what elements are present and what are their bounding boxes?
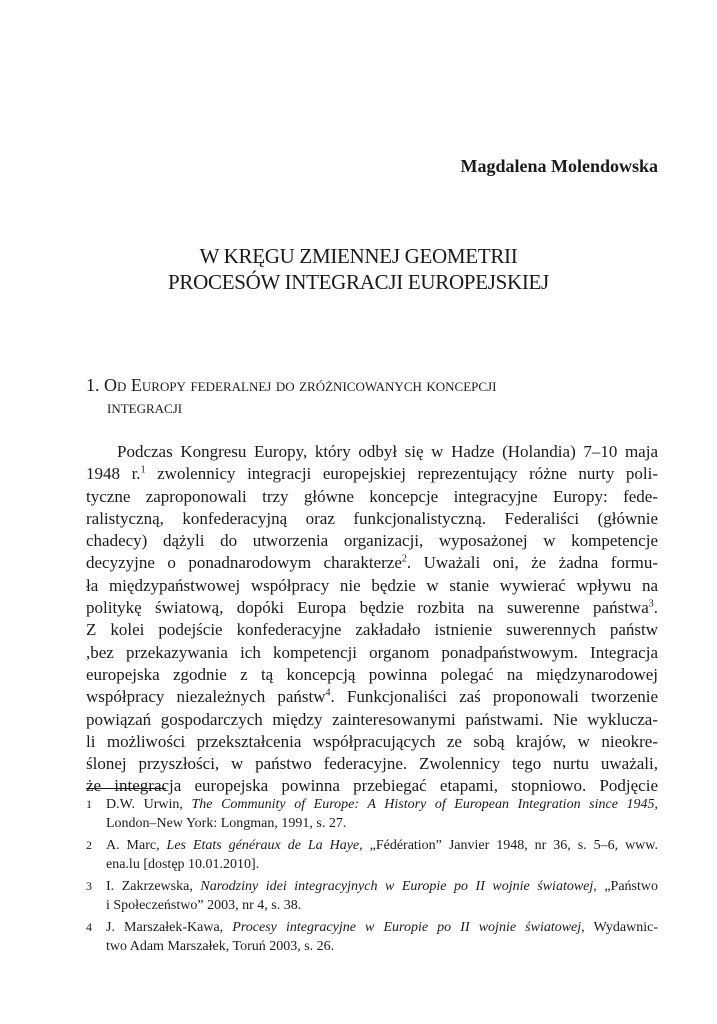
footnote-text: I. Zakrzewska, bbox=[106, 879, 201, 894]
footnote-line: i Społeczeństwo” 2003, nr 4, s. 38. bbox=[106, 898, 302, 913]
footnote-separator bbox=[86, 788, 166, 789]
body-line: że integracja europejska powinna przebiegać etapami, stopniowo. Podjęcie bbox=[86, 776, 658, 796]
footnote bbox=[86, 918, 658, 956]
footnote-number: 3 bbox=[86, 879, 92, 893]
body-line bbox=[86, 552, 658, 574]
footnote-number: 2 bbox=[86, 838, 92, 852]
footnote-italic: Narodziny idei integracyjnych w Europie po II wojnie światowej bbox=[200, 879, 594, 894]
footnote-text: , bbox=[654, 797, 659, 812]
body-line: ślonej przyszłości, w państwo federacyjne. Zwolennicy tego nurtu uważali, bbox=[86, 754, 658, 774]
body-line-part: 1948 r. bbox=[86, 464, 141, 484]
body-line bbox=[86, 463, 658, 485]
footnotes bbox=[86, 795, 658, 959]
body-line: li możliwości przekształcenia współpracujących ze sobą krajów, w nieokre- bbox=[86, 731, 658, 751]
section-heading bbox=[86, 374, 646, 418]
footnote-line bbox=[106, 877, 658, 896]
footnote-text: D.W. Urwin, bbox=[106, 797, 192, 812]
footnote-ref: 4 bbox=[325, 687, 331, 699]
body-line-part: decyzyjne o ponadnarodowym charakterze bbox=[86, 553, 402, 573]
footnote-line: London–New York: Longman, 1991, s. 27. bbox=[106, 816, 347, 831]
section-number: 1. bbox=[86, 375, 100, 395]
section-title-part-2: integracji bbox=[107, 397, 183, 417]
footnote-number: 1 bbox=[86, 797, 92, 811]
article-title-line-1: W KRĘGU ZMIENNEJ GEOMETRII bbox=[199, 244, 518, 268]
footnote-text: A. Marc, bbox=[106, 838, 167, 853]
article-title-line-2: PROCESÓW INTEGRACJI EUROPEJSKIEJ bbox=[168, 270, 549, 294]
footnote-text: , Wydawnic- bbox=[581, 920, 658, 935]
body-line-part: . Funkcjonaliści zaś proponowali tworzenie bbox=[330, 687, 658, 707]
footnote-italic: Les Etats généraux de La Haye bbox=[166, 838, 360, 853]
footnote-text: , „Fédération” Janvier 1948, nr 36, s. 5–6, www. bbox=[359, 838, 658, 853]
footnote-line bbox=[106, 836, 658, 855]
footnote-ref: 2 bbox=[401, 553, 407, 565]
body-paragraph bbox=[86, 441, 658, 798]
body-line-part: współpracy niezależnych państw bbox=[86, 687, 326, 707]
body-line-part: politykę światową, dopóki Europa będzie rozbita na suwerenne państwa bbox=[86, 598, 649, 618]
footnote-line bbox=[106, 918, 658, 937]
body-line: europejska zgodnie z tą koncepcją powinna polegać na międzynarodowej bbox=[86, 664, 658, 684]
section-heading-line-1 bbox=[86, 374, 646, 396]
footnote-line bbox=[106, 795, 658, 814]
footnote-ref: 3 bbox=[648, 598, 654, 610]
author-name: Magdalena Molendowska bbox=[460, 156, 658, 176]
section-title-part-1: Od Europy federalnej do zróżnicowanych koncepcji bbox=[104, 375, 497, 395]
footnote-text: , „Państwo bbox=[593, 879, 658, 894]
body-line: ,bez przekazywania ich kompetencji organom ponadpaństwowym. Integracja bbox=[86, 642, 658, 662]
body-line-part: zwolennicy integracji europejskiej reprezentujący różne nurty poli- bbox=[145, 464, 658, 484]
body-line: tyczne zaproponowali trzy główne koncepcje integracyjne Europy: fede- bbox=[86, 486, 658, 506]
body-line: chadecy) dążyli do utworzenia organizacji, wyposażonej w kompetencje bbox=[86, 531, 658, 551]
footnote-line: two Adam Marszałek, Toruń 2003, s. 26. bbox=[106, 939, 335, 954]
article-title bbox=[60, 243, 657, 295]
body-line: Podczas Kongresu Europy, który odbył się w Hadze (Holandia) 7–10 maja bbox=[117, 442, 658, 461]
footnote bbox=[86, 795, 658, 833]
body-line: ralistyczną, konfederacyjną oraz funkcjonalistyczną. Federaliści (głównie bbox=[86, 508, 658, 528]
body-line bbox=[86, 686, 658, 708]
body-line: politykę światową, dopóki Europa będzie rozbita na suwerenne państwa$^3$. bbox=[86, 598, 658, 618]
body-line: Z kolei podejście konfederacyjne zakładało istnienie suwerennych państw bbox=[86, 620, 658, 640]
footnote-italic: The Community of Europe: A History of European Integration since 1945 bbox=[191, 797, 655, 812]
footnote bbox=[86, 836, 658, 874]
footnote-text: J. Marszałek-Kawa, bbox=[106, 920, 233, 935]
body-line: ła międzypaństwowej współpracy nie będzie w stanie wywierać wpływu na bbox=[86, 575, 658, 595]
footnote-line: ena.lu [dostęp 10.01.2010]. bbox=[106, 857, 260, 872]
body-line: powiązań gospodarczych między zainteresowanymi państwami. Nie wykluczа- bbox=[86, 709, 658, 729]
footnote-italic: Procesy integracyjne w Europie po II wojnie światowej bbox=[232, 920, 582, 935]
footnote bbox=[86, 877, 658, 915]
footnote-number: 4 bbox=[86, 920, 92, 934]
body-line-part: . Uważali oni, że żadna formu- bbox=[406, 553, 658, 573]
footnote-ref: 1 bbox=[140, 464, 146, 476]
